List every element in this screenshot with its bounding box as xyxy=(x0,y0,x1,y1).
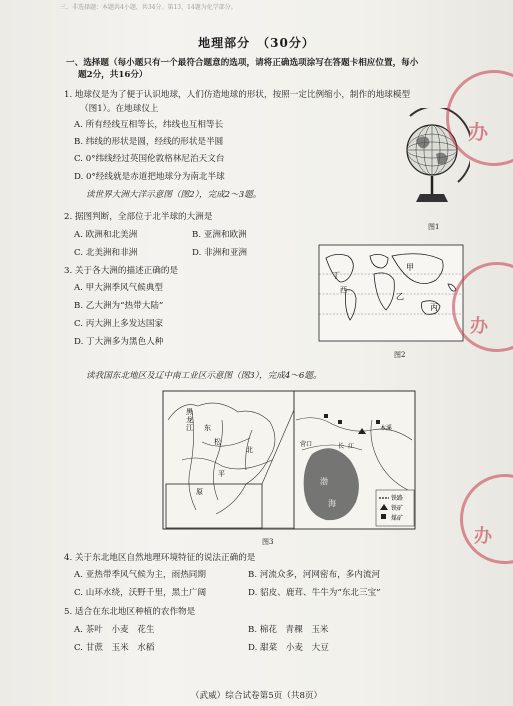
map3-label-song: 松 xyxy=(214,438,221,446)
seal-middle-char: 办 xyxy=(470,316,488,337)
q2-option-d: D. 非洲和亚洲 xyxy=(192,248,248,258)
q1-stem-line2: （图1）。在地球仪上 xyxy=(80,104,159,114)
q3-option-d: D. 丁大洲多为黑色人种 xyxy=(74,337,164,347)
map2-label-xi: 西 xyxy=(340,286,347,294)
q2-option-a: A. 欧洲和北美洲 xyxy=(74,230,138,240)
page-footer: （武威）综合试卷第5页（共8页） xyxy=(190,691,323,701)
map3-label-bei: 北 xyxy=(246,446,253,454)
q4-option-c: C. 山环水绕，沃野千里，黑土广阔 xyxy=(74,588,207,598)
map3-label-ping: 平 xyxy=(218,470,225,478)
map2-label-ding: 丁 xyxy=(332,271,340,280)
map3-label-hai: 海 xyxy=(328,499,336,508)
legend-coal: 煤矿 xyxy=(391,515,404,522)
map3-label-yingkou: 营口 xyxy=(300,441,313,448)
q2-option-b: B. 亚洲和欧洲 xyxy=(192,230,247,240)
northeast-map-figure xyxy=(162,390,416,530)
official-seal-bottom xyxy=(460,474,513,564)
map3-label-bo: 渤 xyxy=(320,477,328,486)
q4-stem: 4. 关于东北地区自然地理环境特征的说法正确的是 xyxy=(64,553,256,563)
q1-option-c: C. 0°纬线经过英国伦敦格林尼治天文台 xyxy=(74,154,225,164)
q2-stem: 2. 据图判断，全部位于北半球的大洲是 xyxy=(64,212,213,222)
q4-option-d: D. 貂皮、鹿茸、牛牛为“东北三宝” xyxy=(248,588,381,598)
legend-iron: 铁矿 xyxy=(391,505,404,512)
q1-stem-line1: 1. 地球仪是为了便于认识地球，人们仿造地球的形状，按照一定比例缩小，制作的地球模型 xyxy=(64,90,411,100)
map3-label-benxi: 本溪 xyxy=(380,425,393,432)
map3-label-yuan: 原 xyxy=(196,488,203,496)
map2-label-yi: 乙 xyxy=(396,292,404,301)
map3-label-jiang: 江 xyxy=(186,424,193,432)
q5-option-d: D. 甜菜 小麦 大豆 xyxy=(248,643,329,653)
q2-option-c: C. 北美洲和非洲 xyxy=(74,248,138,258)
seal-bottom-char: 办 xyxy=(474,526,492,547)
figure-2-caption: 图2 xyxy=(394,351,406,359)
map2-label-jia: 甲 xyxy=(406,263,414,272)
figure-1-caption: 图1 xyxy=(428,223,440,231)
q5-option-b: B. 棉花 青稞 玉米 xyxy=(248,625,329,635)
map3-label-jiang2: 江 xyxy=(348,443,355,450)
q1-option-b: B. 纬线的形状是圆，经线的形状是半圆 xyxy=(74,137,224,147)
q5-option-a: A. 茶叶 小麦 花生 xyxy=(74,625,155,635)
map3-label-hei: 黑 xyxy=(186,408,193,416)
legend-railway: 铁路 xyxy=(391,495,404,502)
reading-instruction-1: 读世界大洲大洋示意图（图2），完成2～3题。 xyxy=(86,190,262,200)
top-bleed-text: 三、非选择题：本题共4小题，共34分。第13、14题为化学部分。 xyxy=(60,4,237,11)
q3-option-c: C. 丙大洲上多发达国家 xyxy=(74,319,164,329)
q4-option-b: B. 河流众多，河网密布，多内流河 xyxy=(248,570,381,580)
section-heading-line2: 题2分，共16分） xyxy=(78,70,148,80)
section-title: 地理部分 （30分） xyxy=(198,36,315,50)
figure-3-caption: 图3 xyxy=(262,538,274,546)
q3-stem: 3. 关于各大洲的描述正确的是 xyxy=(64,266,179,276)
map3-label-dongbei: 东 xyxy=(204,424,211,432)
q1-option-d: D. 0°经线就是赤道把地球分为南北半球 xyxy=(74,172,225,182)
q4-option-a: A. 亚热带季风气候为主，雨热同期 xyxy=(74,570,206,580)
map3-label-chang: 长 xyxy=(338,443,345,450)
map2-label-bing: 丙 xyxy=(430,303,438,312)
q5-stem: 5. 适合在东北地区种植的农作物是 xyxy=(64,607,196,617)
q3-option-a: A. 甲大洲季风气候典型 xyxy=(74,283,164,293)
q3-option-b: B. 乙大洲为“热带大陆” xyxy=(74,301,164,311)
map3-label-long: 龙 xyxy=(186,416,193,424)
reading-instruction-2: 读我国东北地区及辽中南工业区示意图（图3），完成4～6题。 xyxy=(86,371,322,381)
q1-option-a: A. 所有经线互相等长，纬线也互相等长 xyxy=(74,120,224,130)
section-heading-line1: 一、选择题（每小题只有一个最符合题意的选项，请将正确选项涂写在答题卡相应位置，每小 xyxy=(66,58,419,68)
world-map-figure xyxy=(318,244,464,342)
seal-top-char: 办 xyxy=(468,120,488,144)
q5-option-c: C. 甘蔗 玉米 水稻 xyxy=(74,643,155,653)
